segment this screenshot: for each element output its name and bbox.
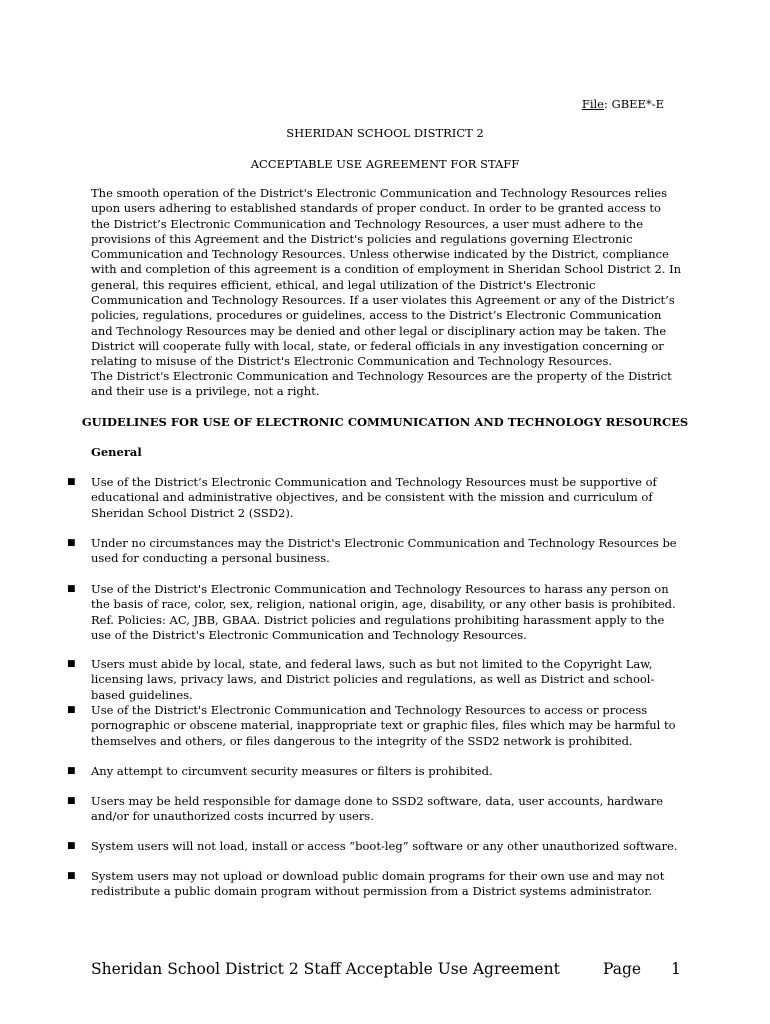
- file-label: File: [581, 97, 604, 111]
- list-item-text: Any attempt to circumvent security measures or filters is prohibited.: [91, 764, 493, 778]
- list-item-text: Users must abide by local, state, and federal laws, such as but not limited to the Copyright Law, licensing laws, privacy laws, and District policies and regulations, as well as District and school-based guidelines.: [91, 657, 655, 702]
- list-item: [67, 582, 683, 643]
- list-item-text: System users may not upload or download public domain programs for their own use and may not redistribute a public domain program without permission from a District systems administrator.: [91, 869, 665, 899]
- list-item: [67, 703, 683, 749]
- list-item: [67, 657, 683, 703]
- intro-paragraph-2: The District's Electronic Communication and Technology Resources are the property of the District and their use is a privilege, not a right.: [91, 369, 672, 399]
- list-item-text: Use of the District’s Electronic Communication and Technology Resources must be supportive of educational and administrative objectives, and be consistent with the mission and curriculum of Sheridan School District 2 (SSD2).: [91, 475, 657, 520]
- guidelines-heading: GUIDELINES FOR USE OF ELECTRONIC COMMUNICATION AND TECHNOLOGY RESOURCES: [81, 415, 689, 429]
- file-code: : GBEE*-E: [604, 97, 664, 111]
- bullet-icon: ■: [67, 705, 76, 715]
- bullet-icon: ■: [67, 841, 76, 851]
- file-reference: [582, 97, 664, 111]
- list-item: [67, 764, 683, 779]
- document-title: ACCEPTABLE USE AGREEMENT FOR STAFF: [250, 157, 520, 171]
- intro-paragraph-1: The smooth operation of the District's Electronic Communication and Technology Resources relies upon users adhering to established standards of proper conduct. In order to be granted access to the District’s Electronic Communication and Technology Resources, a user must adhere to the provisions of this Agreement and the District's policies and regulations governing Electronic Communication and Technology Resources. Unless otherwise indicated by the District, compliance with and completion of this agreement is a condition of employment in Sheridan School District 2. In general, this requires efficient, ethical, and legal utilization of the District's Electronic Communication and Technology Resources. If a user violates this Agreement or any of the District’s policies, regulations, procedures or guidelines, access to the District’s Electronic Communication and Technology Resources may be denied and other legal or disciplinary action may be taken. The District will cooperate fully with local, state, or federal officials in any investigation concerning or relating to misuse of the District's Electronic Communication and Technology Resources.: [91, 186, 682, 369]
- bullet-icon: ■: [67, 538, 76, 548]
- list-item: [67, 475, 683, 521]
- general-subheading: General: [91, 445, 142, 459]
- list-item-text: System users will not load, install or access “boot-leg” software or any other unauthorized software.: [91, 839, 678, 853]
- bullet-icon: ■: [67, 477, 76, 487]
- footer-page-number: 1: [671, 960, 681, 978]
- bullet-icon: ■: [67, 796, 76, 806]
- bullet-icon: ■: [67, 766, 76, 776]
- footer-title: Sheridan School District 2 Staff Acceptable Use Agreement: [91, 960, 560, 978]
- list-item-text: Users may be held responsible for damage done to SSD2 software, data, user accounts, hardware and/or for unauthorized costs incurred by users.: [91, 794, 664, 824]
- footer-page-label: Page: [603, 960, 642, 978]
- bullet-icon: ■: [67, 659, 76, 669]
- list-item: [67, 839, 683, 854]
- list-item-text: Under no circumstances may the District's Electronic Communication and Technology Resources be used for conducting a personal business.: [91, 536, 677, 566]
- list-item-text: Use of the District's Electronic Communication and Technology Resources to harass any person on the basis of race, color, sex, religion, national origin, age, disability, or any other basis is prohibited. Ref. Policies: AC, JBB, GBAA. District policies and regulations prohibiting harassment apply to the use of the District's Electronic Communication and Technology Resources.: [91, 582, 676, 642]
- list-item: [67, 536, 683, 567]
- bullet-icon: ■: [67, 584, 76, 594]
- list-item: [67, 794, 683, 825]
- bullet-icon: ■: [67, 871, 76, 881]
- district-name: SHERIDAN SCHOOL DISTRICT 2: [286, 126, 484, 140]
- list-item: [67, 869, 683, 900]
- list-item-text: Use of the District's Electronic Communication and Technology Resources to access or process pornographic or obscene material, inappropriate text or graphic files, files which may be harmful to themselves and others, or files dangerous to the integrity of the SSD2 network is prohibited.: [91, 703, 676, 748]
